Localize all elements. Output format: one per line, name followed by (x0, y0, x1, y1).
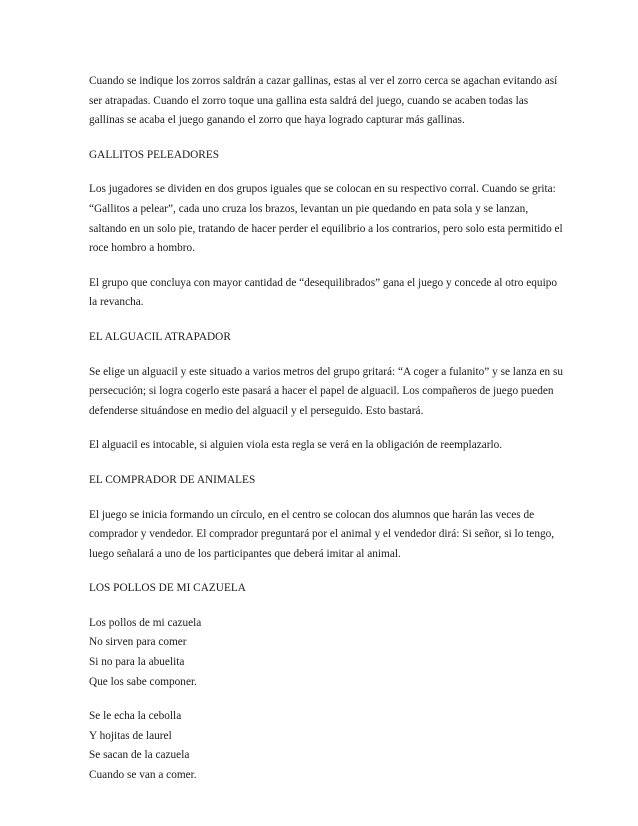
text-line: Los jugadores se dividen en dos grupos iguales que se colocan en su respectivo corral. Cuando se grita: (89, 183, 556, 196)
section-title-pollos: LOS POLLOS DE MI CAZUELA (89, 582, 246, 595)
poem-verse-1 (89, 614, 559, 692)
poem-verse-2 (89, 707, 559, 785)
text-line: saltando en un solo pie, tratando de hacer perder el equilibrio a los contrarios, pero solo esta permitido el (89, 222, 563, 235)
text-line: ser atrapadas. Cuando el zorro toque una gallina esta saldrá del juego, cuando se acaben todas las (89, 94, 529, 107)
section-title-alguacil: EL ALGUACIL ATRAPADOR (89, 330, 231, 343)
text-line: luego señalará a uno de los participantes que deberá imitar al animal. (89, 547, 401, 560)
verse-line: Que los sabe componer. (89, 675, 197, 688)
text-line: Cuando se indique los zorros saldrán a cazar gallinas, estas al ver el zorro cerca se agachan evitando así (89, 75, 558, 87)
text-line: roce hombro a hombro. (89, 242, 196, 255)
verse-line: Los pollos de mi cazuela (89, 616, 202, 629)
text-line: Se elige un alguacil y este situado a varios metros del grupo gritará: “A coger a fulanito” y se lanza en su (89, 365, 563, 378)
gallitos-paragraph-2 (89, 274, 559, 313)
text-line: comprador y vendedor. El comprador preguntará por el animal y el vendedor dirá: Si señor, si lo tengo, (89, 528, 555, 541)
comprador-paragraph-1 (89, 506, 559, 565)
text-line: persecución; si logra cogerlo este pasará a hacer el papel de alguacil. Los compañeros de juego pueden (89, 385, 554, 398)
text-line: El alguacil es intocable, si alguien viola esta regla se verá en la obligación de reemplazarlo. (89, 439, 503, 452)
text-line: “Gallitos a pelear”, cada uno cruza los brazos, levantan un pie quedando en pata sola y se lanzan, (89, 202, 529, 215)
alguacil-paragraph-1 (89, 363, 563, 422)
verse-line: Se sacan de la cazuela (89, 749, 190, 762)
verse-line: Cuando se van a comer. (89, 769, 197, 782)
verse-line: Si no para la abuelita (89, 656, 185, 669)
section-title-comprador: EL COMPRADOR DE ANIMALES (89, 473, 256, 486)
text-line: defenderse situándose en medio del alguacil y el perseguido. Esto bastará. (89, 404, 424, 417)
section-title-gallitos: GALLITOS PELEADORES (89, 148, 220, 161)
text-line: la revancha. (89, 296, 144, 309)
intro-paragraph (89, 72, 559, 131)
alguacil-paragraph-2 (89, 436, 559, 456)
text-line: El grupo que concluya con mayor cantidad de “desequilibrados” gana el juego y concede al otro equipo (89, 276, 558, 289)
verse-line: Y hojitas de laurel (89, 729, 172, 742)
verse-line: No sirven para comer (89, 636, 187, 649)
text-line: El juego se inicia formando un círculo, en el centro se colocan dos alumnos que harán las veces de (89, 508, 535, 521)
document-page (89, 72, 563, 801)
verse-line: Se le echa la cebolla (89, 710, 182, 723)
text-line: gallinas se acaba el juego ganando el zorro que haya logrado capturar más gallinas. (89, 114, 465, 127)
gallitos-paragraph-1 (89, 180, 563, 258)
